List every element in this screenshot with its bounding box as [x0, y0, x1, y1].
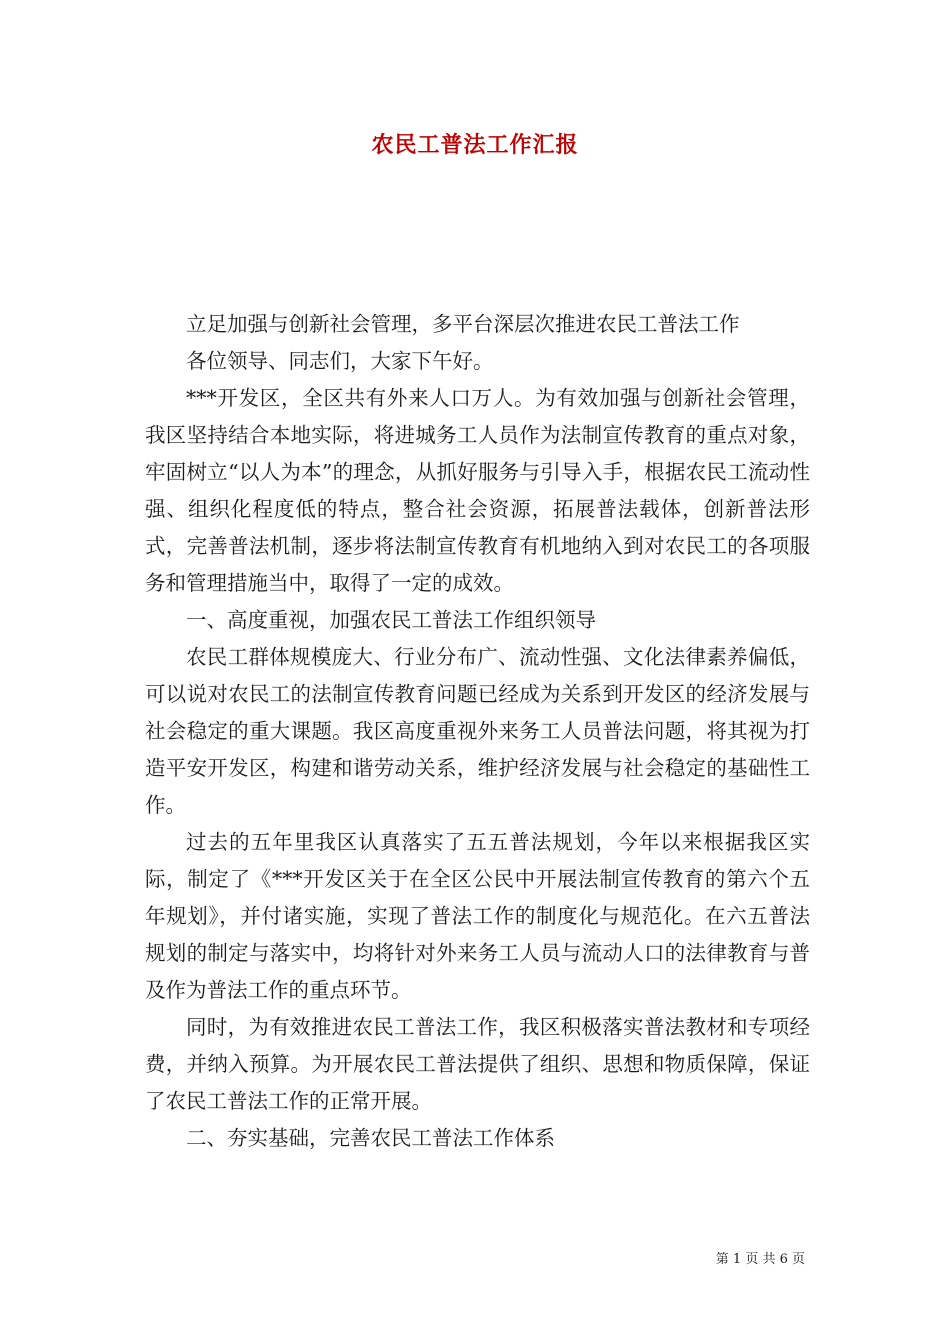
section-heading-2: 二、夯实基础，完善农民工普法工作体系: [186, 1126, 555, 1150]
body-paragraph: 同时，为有效推进农民工普法工作，我区积极落实普法教材和专项经费，并纳入预算。为开展农民工普法提供了组织、思想和物质保障，保证了农民工普法工作的正常开展。: [145, 1015, 810, 1113]
body-paragraph: 农民工群体规模庞大、行业分布广、流动性强、文化法律素养偏低，可以说对农民工的法制宣传教育问题已经成为关系到开发区的经济发展与社会稳定的重大课题。我区高度重视外来务工人员普法问题，将其视为打造平安开发区，构建和谐劳动关系，维护经济发展与社会稳定的基础性工作。: [145, 645, 810, 817]
document-body: [145, 306, 810, 1157]
page-number: 第 1 页 共 6 页: [715, 1252, 805, 1267]
body-paragraph: 过去的五年里我区认真落实了五五普法规划，今年以来根据我区实际，制定了《***开发区关于在全区公民中开展法制宣传教育的第六个五年规划》，并付诸实施，实现了普法工作的制度化与规范化。在六五普法规划的制定与落实中，均将针对外来务工人员与流动人口的法律教育与普及作为普法工作的重点环节。: [145, 830, 810, 1002]
subtitle-paragraph: 立足加强与创新社会管理，多平台深层次推进农民工普法工作: [186, 312, 740, 336]
section-heading-1: 一、高度重视，加强农民工普法工作组织领导: [186, 608, 596, 632]
intro-paragraph: ***开发区，全区共有外来人口万人。为有效加强与创新社会管理，我区坚持结合本地实际，将进城务工人员作为法制宣传教育的重点对象，牢固树立“以人为本”的理念，从抓好服务与引导入手，根据农民工流动性强、组织化程度低的特点，整合社会资源，拓展普法载体，创新普法形式，完善普法机制，逐步将法制宣传教育有机地纳入到对农民工的各项服务和管理措施当中，取得了一定的成效。: [145, 386, 810, 595]
document-title: 农民工普法工作汇报: [371, 132, 579, 158]
greeting-paragraph: 各位领导、同志们，大家下午好。: [186, 349, 494, 373]
